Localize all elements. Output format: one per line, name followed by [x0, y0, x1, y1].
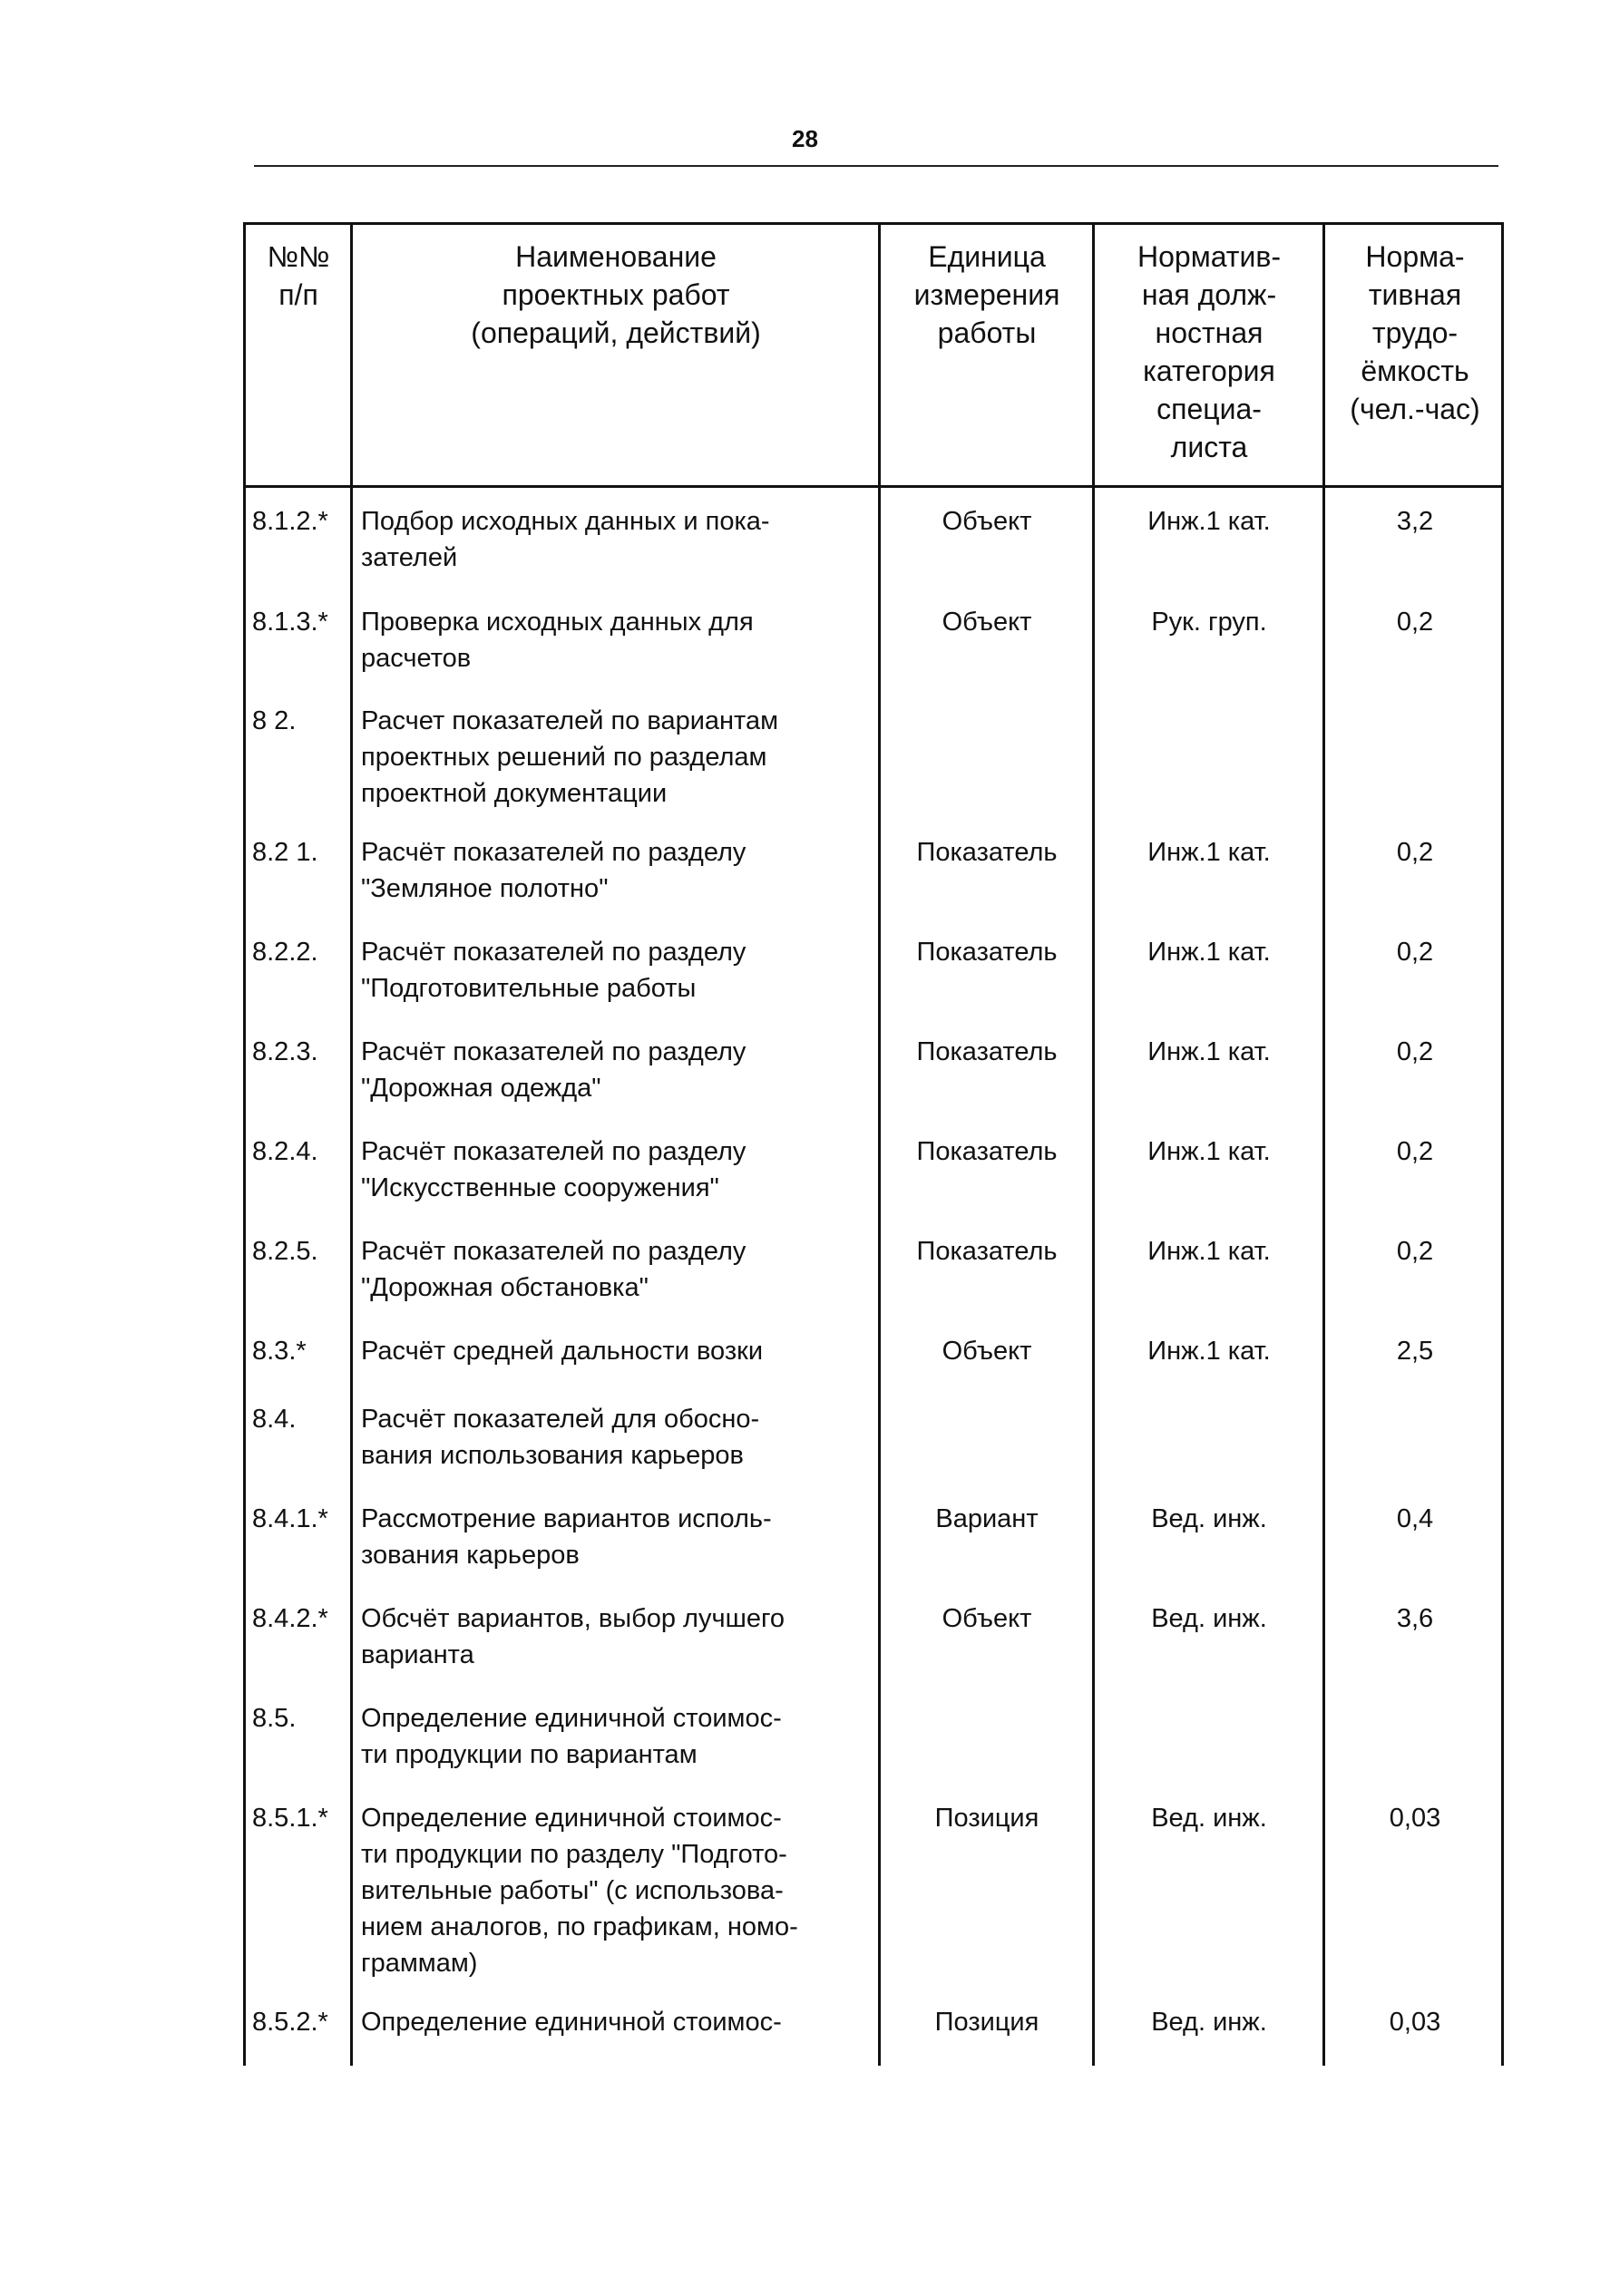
row-number: 8.2.4.	[252, 1137, 318, 1166]
row-unit: Показатель	[916, 838, 1058, 867]
row-unit: Показатель	[916, 1237, 1058, 1266]
table-row	[0, 1034, 1610, 1103]
row-labor: 0,2	[1396, 838, 1434, 867]
row-number: 8.2.2.	[252, 938, 318, 967]
table-row	[0, 934, 1610, 1003]
row-unit: Позиция	[934, 1804, 1039, 1833]
row-number: 8.2.3.	[252, 1037, 318, 1066]
page-number: 28	[792, 125, 818, 152]
row-name: Расчет показателей по вариантам проектных решений по разделам проектной документации	[361, 706, 779, 808]
header-unit: Единица измерения работы	[913, 240, 1060, 349]
row-category: Вед. инж.	[1151, 1604, 1267, 1633]
row-labor: 0,03	[1389, 1804, 1441, 1833]
row-labor: 0,4	[1396, 1504, 1434, 1533]
row-unit: Вариант	[935, 1504, 1039, 1533]
table-row	[0, 1501, 1610, 1570]
row-category: Рук. груп.	[1151, 608, 1267, 637]
row-unit: Показатель	[916, 1137, 1058, 1166]
row-category: Инж.1 кат.	[1147, 507, 1271, 536]
row-number: 8.2 1.	[252, 838, 318, 867]
header-name: Наименование проектных работ (операций, действий)	[471, 240, 761, 349]
row-name: Расчёт показателей для обосно- вания использования карьеров	[361, 1405, 760, 1470]
row-number: 8.5.2.*	[252, 2008, 328, 2037]
row-labor: 0,2	[1396, 608, 1434, 637]
row-unit: Объект	[942, 1604, 1032, 1633]
row-number: 8.4.2.*	[252, 1604, 328, 1633]
row-category: Вед. инж.	[1151, 1804, 1267, 1833]
row-unit: Объект	[942, 1337, 1032, 1366]
row-name: Расчёт показателей по разделу "Искусственные сооружения"	[361, 1137, 746, 1202]
row-number: 8.4.	[252, 1405, 297, 1434]
header-labor: Норма- тивная трудо- ёмкость (чел.-час)	[1350, 240, 1480, 425]
row-name: Подбор исходных данных и пока- зателей	[361, 507, 770, 572]
column-divider	[878, 222, 881, 2066]
row-unit: Показатель	[916, 1037, 1058, 1066]
table-row	[0, 604, 1610, 673]
row-category: Вед. инж.	[1151, 2008, 1267, 2037]
row-labor: 0,2	[1396, 1137, 1434, 1166]
header-rule	[243, 485, 1504, 488]
row-number: 8.2.5.	[252, 1237, 318, 1266]
row-labor: 3,2	[1396, 507, 1434, 536]
row-labor: 2,5	[1396, 1337, 1434, 1366]
row-category: Инж.1 кат.	[1147, 1137, 1271, 1166]
table-row	[0, 1700, 1610, 1769]
row-name: Проверка исходных данных для расчетов	[361, 608, 754, 673]
row-number: 8.4.1.*	[252, 1504, 328, 1533]
row-name: Определение единичной стоимос-	[361, 2008, 782, 2037]
row-labor: 0,2	[1396, 938, 1434, 967]
row-number: 8.3.*	[252, 1337, 307, 1366]
table-row	[0, 1401, 1610, 1470]
row-category: Инж.1 кат.	[1147, 1037, 1271, 1066]
row-unit: Объект	[942, 608, 1032, 637]
table-row	[0, 834, 1610, 903]
row-name: Рассмотрение вариантов исполь- зования карьеров	[361, 1504, 772, 1570]
row-category: Инж.1 кат.	[1147, 938, 1271, 967]
header-num: №№ п/п	[267, 240, 330, 311]
row-number: 8.1.2.*	[252, 507, 328, 536]
table-row	[0, 1133, 1610, 1202]
row-unit: Позиция	[934, 2008, 1039, 2037]
column-divider	[1092, 222, 1095, 2066]
table-row	[0, 1600, 1610, 1669]
row-labor: 0,2	[1396, 1037, 1434, 1066]
header-category: Норматив- ная долж- ностная категория специа- листа	[1137, 240, 1281, 463]
table-row	[0, 703, 1610, 808]
row-unit: Объект	[942, 507, 1032, 536]
table-row	[0, 1233, 1610, 1302]
row-name: Расчёт средней дальности возки	[361, 1337, 764, 1366]
row-number: 8.5.1.*	[252, 1804, 328, 1833]
row-name: Расчёт показателей по разделу "Дорожная обстановка"	[361, 1237, 746, 1302]
column-divider	[1322, 222, 1325, 2066]
row-labor: 3,6	[1396, 1604, 1434, 1633]
row-number: 8 2.	[252, 706, 297, 735]
row-labor: 0,2	[1396, 1237, 1434, 1266]
row-labor: 0,03	[1389, 2008, 1441, 2037]
row-name: Расчёт показателей по разделу "Земляное полотно"	[361, 838, 746, 903]
row-number: 8.5.	[252, 1704, 297, 1733]
top-rule	[254, 165, 1498, 167]
table-row	[0, 503, 1610, 572]
column-divider	[350, 222, 353, 2066]
row-name: Расчёт показателей по разделу "Подготовительные работы	[361, 938, 746, 1003]
row-category: Инж.1 кат.	[1147, 1337, 1271, 1366]
row-category: Инж.1 кат.	[1147, 1237, 1271, 1266]
table-row	[0, 2004, 1610, 2037]
row-number: 8.1.3.*	[252, 608, 328, 637]
row-name: Определение единичной стоимос- ти продукции по вариантам	[361, 1704, 782, 1769]
row-unit: Показатель	[916, 938, 1058, 967]
row-name: Расчёт показателей по разделу "Дорожная одежда"	[361, 1037, 746, 1103]
row-category: Вед. инж.	[1151, 1504, 1267, 1533]
table-row	[0, 1800, 1610, 1978]
row-name: Определение единичной стоимос- ти продукции по разделу "Подгото- вительные работы" (с использова- нием аналогов, по графикам, номо- граммам)	[361, 1804, 798, 1978]
row-name: Обсчёт вариантов, выбор лучшего варианта	[361, 1604, 785, 1669]
row-category: Инж.1 кат.	[1147, 838, 1271, 867]
table-row	[0, 1333, 1610, 1366]
